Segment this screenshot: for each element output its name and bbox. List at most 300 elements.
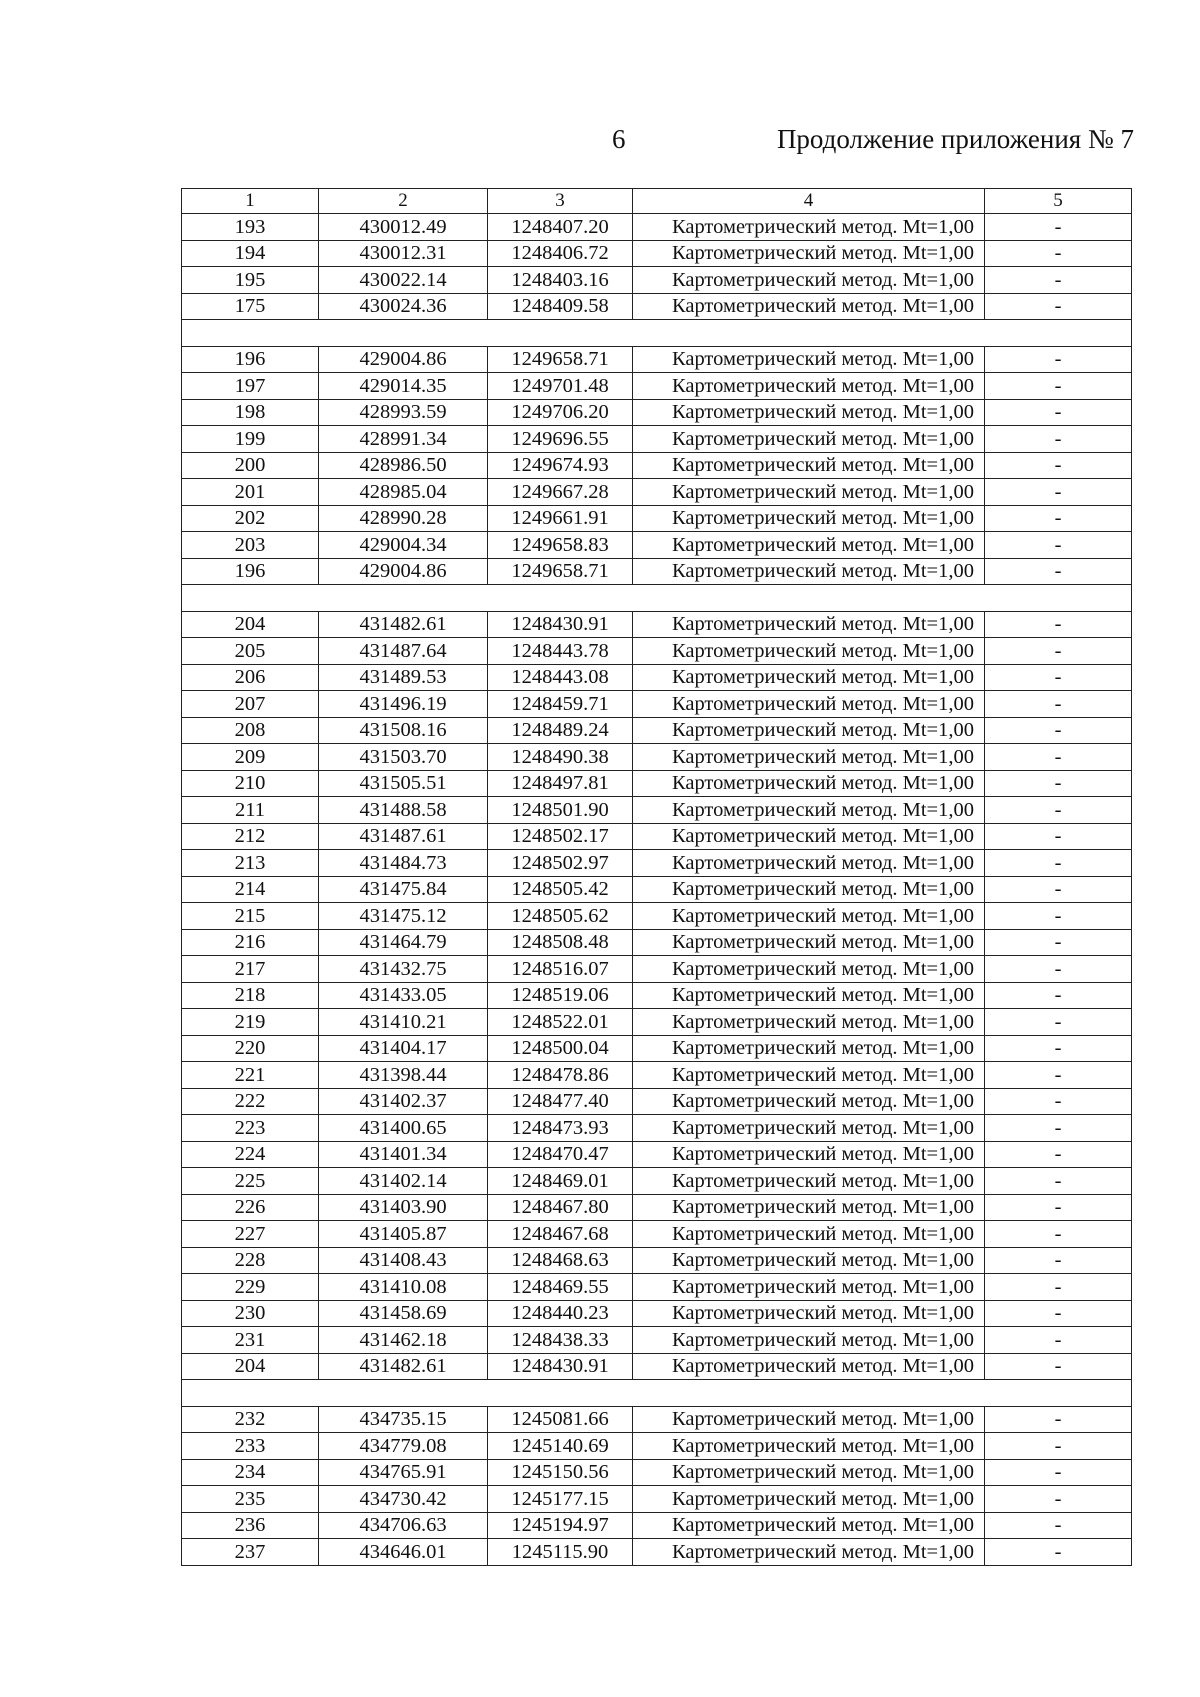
y-coordinate-cell: 1248505.42 — [488, 876, 633, 903]
y-coordinate-cell: 1248407.20 — [488, 214, 633, 241]
method-cell: Картометрический метод. Mt=1,00 — [633, 1221, 985, 1248]
method-cell: Картометрический метод. Mt=1,00 — [633, 1194, 985, 1221]
method-cell: Картометрический метод. Mt=1,00 — [633, 267, 985, 294]
x-coordinate-cell: 431508.16 — [319, 717, 488, 744]
y-coordinate-cell: 1245115.90 — [488, 1539, 633, 1566]
table-row — [182, 267, 1132, 294]
error-cell: - — [985, 373, 1132, 400]
error-cell: - — [985, 903, 1132, 930]
y-coordinate-cell: 1248470.47 — [488, 1141, 633, 1168]
y-coordinate-cell: 1248502.17 — [488, 823, 633, 850]
y-coordinate-cell: 1245140.69 — [488, 1433, 633, 1460]
method-cell: Картометрический метод. Mt=1,00 — [633, 214, 985, 241]
point-number-cell: 204 — [182, 1353, 319, 1380]
point-number-cell: 222 — [182, 1088, 319, 1115]
x-coordinate-cell: 431484.73 — [319, 850, 488, 877]
y-coordinate-cell: 1248502.97 — [488, 850, 633, 877]
point-number-cell: 220 — [182, 1035, 319, 1062]
point-number-cell: 205 — [182, 638, 319, 665]
error-cell: - — [985, 479, 1132, 506]
table-row — [182, 346, 1132, 373]
method-cell: Картометрический метод. Mt=1,00 — [633, 373, 985, 400]
method-cell: Картометрический метод. Mt=1,00 — [633, 1274, 985, 1301]
y-coordinate-cell: 1248459.71 — [488, 691, 633, 718]
error-cell: - — [985, 1300, 1132, 1327]
point-number-cell: 202 — [182, 505, 319, 532]
method-cell: Картометрический метод. Mt=1,00 — [633, 1247, 985, 1274]
table-row — [182, 1512, 1132, 1539]
error-cell: - — [985, 850, 1132, 877]
x-coordinate-cell: 428986.50 — [319, 452, 488, 479]
group-separator-row — [182, 1380, 1132, 1407]
method-cell: Картометрический метод. Mt=1,00 — [633, 956, 985, 983]
y-coordinate-cell: 1248403.16 — [488, 267, 633, 294]
point-number-cell: 203 — [182, 532, 319, 559]
x-coordinate-cell: 431489.53 — [319, 664, 488, 691]
point-number-cell: 196 — [182, 346, 319, 373]
group-separator-row — [182, 320, 1132, 347]
method-cell: Картометрический метод. Mt=1,00 — [633, 1327, 985, 1354]
method-cell: Картометрический метод. Mt=1,00 — [633, 638, 985, 665]
point-number-cell: 236 — [182, 1512, 319, 1539]
y-coordinate-cell: 1245177.15 — [488, 1486, 633, 1513]
y-coordinate-cell: 1248467.80 — [488, 1194, 633, 1221]
error-cell: - — [985, 1062, 1132, 1089]
error-cell: - — [985, 1433, 1132, 1460]
method-cell: Картометрический метод. Mt=1,00 — [633, 664, 985, 691]
method-cell: Картометрический метод. Mt=1,00 — [633, 479, 985, 506]
x-coordinate-cell: 430012.49 — [319, 214, 488, 241]
table-row — [182, 717, 1132, 744]
x-coordinate-cell: 434730.42 — [319, 1486, 488, 1513]
table-row — [182, 664, 1132, 691]
x-coordinate-cell: 431433.05 — [319, 982, 488, 1009]
table-row — [182, 1247, 1132, 1274]
y-coordinate-cell: 1248443.78 — [488, 638, 633, 665]
y-coordinate-cell: 1248430.91 — [488, 1353, 633, 1380]
table-row — [182, 770, 1132, 797]
table-row — [182, 1486, 1132, 1513]
method-cell: Картометрический метод. Mt=1,00 — [633, 293, 985, 320]
x-coordinate-cell: 431464.79 — [319, 929, 488, 956]
table-row — [182, 1194, 1132, 1221]
y-coordinate-cell: 1248497.81 — [488, 770, 633, 797]
column-header: 1 — [182, 189, 319, 214]
point-number-cell: 216 — [182, 929, 319, 956]
point-number-cell: 209 — [182, 744, 319, 771]
method-cell: Картометрический метод. Mt=1,00 — [633, 399, 985, 426]
y-coordinate-cell: 1249658.71 — [488, 346, 633, 373]
method-cell: Картометрический метод. Mt=1,00 — [633, 903, 985, 930]
x-coordinate-cell: 434706.63 — [319, 1512, 488, 1539]
table-row — [182, 1327, 1132, 1354]
error-cell: - — [985, 1088, 1132, 1115]
point-number-cell: 229 — [182, 1274, 319, 1301]
y-coordinate-cell: 1249658.83 — [488, 532, 633, 559]
separator-cell — [182, 320, 1132, 347]
point-number-cell: 226 — [182, 1194, 319, 1221]
x-coordinate-cell: 431458.69 — [319, 1300, 488, 1327]
y-coordinate-cell: 1245150.56 — [488, 1459, 633, 1486]
point-number-cell: 218 — [182, 982, 319, 1009]
x-coordinate-cell: 431401.34 — [319, 1141, 488, 1168]
error-cell: - — [985, 1459, 1132, 1486]
error-cell: - — [985, 770, 1132, 797]
error-cell: - — [985, 293, 1132, 320]
error-cell: - — [985, 1274, 1132, 1301]
page-number: 6 — [612, 124, 626, 154]
point-number-cell: 201 — [182, 479, 319, 506]
point-number-cell: 196 — [182, 558, 319, 585]
point-number-cell: 221 — [182, 1062, 319, 1089]
table-row — [182, 293, 1132, 320]
separator-cell — [182, 1380, 1132, 1407]
point-number-cell: 199 — [182, 426, 319, 453]
table-row — [182, 1062, 1132, 1089]
y-coordinate-cell: 1249696.55 — [488, 426, 633, 453]
table-row — [182, 1353, 1132, 1380]
table-row — [182, 876, 1132, 903]
coordinates-table — [181, 188, 1132, 1566]
x-coordinate-cell: 430022.14 — [319, 267, 488, 294]
method-cell: Картометрический метод. Mt=1,00 — [633, 717, 985, 744]
point-number-cell: 213 — [182, 850, 319, 877]
table-row — [182, 823, 1132, 850]
table-row — [182, 426, 1132, 453]
method-cell: Картометрический метод. Mt=1,00 — [633, 691, 985, 718]
method-cell: Картометрический метод. Mt=1,00 — [633, 1088, 985, 1115]
x-coordinate-cell: 428993.59 — [319, 399, 488, 426]
y-coordinate-cell: 1248490.38 — [488, 744, 633, 771]
point-number-cell: 200 — [182, 452, 319, 479]
method-cell: Картометрический метод. Mt=1,00 — [633, 1486, 985, 1513]
point-number-cell: 207 — [182, 691, 319, 718]
method-cell: Картометрический метод. Mt=1,00 — [633, 876, 985, 903]
table-row — [182, 479, 1132, 506]
point-number-cell: 232 — [182, 1406, 319, 1433]
x-coordinate-cell: 431432.75 — [319, 956, 488, 983]
method-cell: Картометрический метод. Mt=1,00 — [633, 1141, 985, 1168]
error-cell: - — [985, 505, 1132, 532]
y-coordinate-cell: 1248505.62 — [488, 903, 633, 930]
y-coordinate-cell: 1248469.01 — [488, 1168, 633, 1195]
table-row — [182, 903, 1132, 930]
y-coordinate-cell: 1248409.58 — [488, 293, 633, 320]
table-row — [182, 505, 1132, 532]
point-number-cell: 217 — [182, 956, 319, 983]
x-coordinate-cell: 431487.61 — [319, 823, 488, 850]
y-coordinate-cell: 1248440.23 — [488, 1300, 633, 1327]
error-cell: - — [985, 1512, 1132, 1539]
error-cell: - — [985, 982, 1132, 1009]
x-coordinate-cell: 431482.61 — [319, 611, 488, 638]
table-row — [182, 399, 1132, 426]
y-coordinate-cell: 1248467.68 — [488, 1221, 633, 1248]
table-header-row — [182, 189, 1132, 214]
point-number-cell: 233 — [182, 1433, 319, 1460]
error-cell: - — [985, 876, 1132, 903]
method-cell: Картометрический метод. Mt=1,00 — [633, 797, 985, 824]
table-row — [182, 1300, 1132, 1327]
method-cell: Картометрический метод. Mt=1,00 — [633, 1353, 985, 1380]
x-coordinate-cell: 429004.86 — [319, 346, 488, 373]
method-cell: Картометрический метод. Mt=1,00 — [633, 850, 985, 877]
separator-cell — [182, 585, 1132, 612]
column-header: 3 — [488, 189, 633, 214]
x-coordinate-cell: 434735.15 — [319, 1406, 488, 1433]
table-row — [182, 1009, 1132, 1036]
method-cell: Картометрический метод. Mt=1,00 — [633, 1035, 985, 1062]
x-coordinate-cell: 429004.86 — [319, 558, 488, 585]
table-row — [182, 532, 1132, 559]
method-cell: Картометрический метод. Mt=1,00 — [633, 744, 985, 771]
x-coordinate-cell: 431400.65 — [319, 1115, 488, 1142]
error-cell: - — [985, 823, 1132, 850]
point-number-cell: 197 — [182, 373, 319, 400]
method-cell: Картометрический метод. Mt=1,00 — [633, 505, 985, 532]
error-cell: - — [985, 1353, 1132, 1380]
x-coordinate-cell: 431405.87 — [319, 1221, 488, 1248]
error-cell: - — [985, 240, 1132, 267]
point-number-cell: 231 — [182, 1327, 319, 1354]
y-coordinate-cell: 1248443.08 — [488, 664, 633, 691]
column-header: 2 — [319, 189, 488, 214]
method-cell: Картометрический метод. Mt=1,00 — [633, 452, 985, 479]
error-cell: - — [985, 691, 1132, 718]
table-row — [182, 929, 1132, 956]
point-number-cell: 235 — [182, 1486, 319, 1513]
method-cell: Картометрический метод. Mt=1,00 — [633, 611, 985, 638]
error-cell: - — [985, 214, 1132, 241]
table-row — [182, 1459, 1132, 1486]
column-header: 5 — [985, 189, 1132, 214]
group-separator-row — [182, 585, 1132, 612]
method-cell: Картометрический метод. Mt=1,00 — [633, 982, 985, 1009]
point-number-cell: 225 — [182, 1168, 319, 1195]
x-coordinate-cell: 434779.08 — [319, 1433, 488, 1460]
point-number-cell: 195 — [182, 267, 319, 294]
x-coordinate-cell: 431403.90 — [319, 1194, 488, 1221]
point-number-cell: 223 — [182, 1115, 319, 1142]
error-cell: - — [985, 1221, 1132, 1248]
y-coordinate-cell: 1245081.66 — [488, 1406, 633, 1433]
table-row — [182, 1221, 1132, 1248]
error-cell: - — [985, 1035, 1132, 1062]
method-cell: Картометрический метод. Mt=1,00 — [633, 1406, 985, 1433]
x-coordinate-cell: 431475.12 — [319, 903, 488, 930]
method-cell: Картометрический метод. Mt=1,00 — [633, 346, 985, 373]
y-coordinate-cell: 1248508.48 — [488, 929, 633, 956]
table-row — [182, 1088, 1132, 1115]
method-cell: Картометрический метод. Mt=1,00 — [633, 240, 985, 267]
y-coordinate-cell: 1249658.71 — [488, 558, 633, 585]
point-number-cell: 224 — [182, 1141, 319, 1168]
error-cell: - — [985, 1009, 1132, 1036]
y-coordinate-cell: 1249667.28 — [488, 479, 633, 506]
y-coordinate-cell: 1248406.72 — [488, 240, 633, 267]
point-number-cell: 208 — [182, 717, 319, 744]
error-cell: - — [985, 1486, 1132, 1513]
table-row — [182, 1539, 1132, 1566]
point-number-cell: 227 — [182, 1221, 319, 1248]
error-cell: - — [985, 1168, 1132, 1195]
method-cell: Картометрический метод. Mt=1,00 — [633, 532, 985, 559]
table-body — [182, 214, 1132, 1566]
x-coordinate-cell: 431402.14 — [319, 1168, 488, 1195]
error-cell: - — [985, 452, 1132, 479]
y-coordinate-cell: 1245194.97 — [488, 1512, 633, 1539]
method-cell: Картометрический метод. Mt=1,00 — [633, 426, 985, 453]
point-number-cell: 228 — [182, 1247, 319, 1274]
error-cell: - — [985, 426, 1132, 453]
method-cell: Картометрический метод. Mt=1,00 — [633, 929, 985, 956]
point-number-cell: 214 — [182, 876, 319, 903]
point-number-cell: 212 — [182, 823, 319, 850]
x-coordinate-cell: 431398.44 — [319, 1062, 488, 1089]
x-coordinate-cell: 430012.31 — [319, 240, 488, 267]
error-cell: - — [985, 956, 1132, 983]
error-cell: - — [985, 717, 1132, 744]
table-row — [182, 744, 1132, 771]
error-cell: - — [985, 1115, 1132, 1142]
table-row — [182, 691, 1132, 718]
method-cell: Картометрический метод. Mt=1,00 — [633, 1433, 985, 1460]
method-cell: Картометрический метод. Mt=1,00 — [633, 1009, 985, 1036]
x-coordinate-cell: 430024.36 — [319, 293, 488, 320]
table-row — [182, 1274, 1132, 1301]
point-number-cell: 204 — [182, 611, 319, 638]
point-number-cell: 194 — [182, 240, 319, 267]
x-coordinate-cell: 431410.08 — [319, 1274, 488, 1301]
error-cell: - — [985, 267, 1132, 294]
method-cell: Картометрический метод. Mt=1,00 — [633, 1300, 985, 1327]
error-cell: - — [985, 638, 1132, 665]
x-coordinate-cell: 431402.37 — [319, 1088, 488, 1115]
point-number-cell: 234 — [182, 1459, 319, 1486]
y-coordinate-cell: 1248468.63 — [488, 1247, 633, 1274]
x-coordinate-cell: 431408.43 — [319, 1247, 488, 1274]
table-row — [182, 1141, 1132, 1168]
table-row — [182, 1406, 1132, 1433]
table-row — [182, 956, 1132, 983]
y-coordinate-cell: 1248478.86 — [488, 1062, 633, 1089]
error-cell: - — [985, 929, 1132, 956]
error-cell: - — [985, 399, 1132, 426]
point-number-cell: 206 — [182, 664, 319, 691]
error-cell: - — [985, 664, 1132, 691]
method-cell: Картометрический метод. Mt=1,00 — [633, 1539, 985, 1566]
table-row — [182, 1035, 1132, 1062]
y-coordinate-cell: 1248489.24 — [488, 717, 633, 744]
table-row — [182, 558, 1132, 585]
x-coordinate-cell: 434765.91 — [319, 1459, 488, 1486]
point-number-cell: 219 — [182, 1009, 319, 1036]
method-cell: Картометрический метод. Mt=1,00 — [633, 1062, 985, 1089]
table-row — [182, 850, 1132, 877]
y-coordinate-cell: 1249661.91 — [488, 505, 633, 532]
error-cell: - — [985, 558, 1132, 585]
x-coordinate-cell: 431482.61 — [319, 1353, 488, 1380]
x-coordinate-cell: 428985.04 — [319, 479, 488, 506]
table-row — [182, 373, 1132, 400]
method-cell: Картометрический метод. Mt=1,00 — [633, 823, 985, 850]
table-row — [182, 1115, 1132, 1142]
y-coordinate-cell: 1248477.40 — [488, 1088, 633, 1115]
x-coordinate-cell: 431505.51 — [319, 770, 488, 797]
y-coordinate-cell: 1248516.07 — [488, 956, 633, 983]
table-row — [182, 452, 1132, 479]
point-number-cell: 210 — [182, 770, 319, 797]
page-title: Продолжение приложения № 7 — [776, 124, 1134, 154]
method-cell: Картометрический метод. Mt=1,00 — [633, 770, 985, 797]
x-coordinate-cell: 431462.18 — [319, 1327, 488, 1354]
x-coordinate-cell: 431496.19 — [319, 691, 488, 718]
method-cell: Картометрический метод. Mt=1,00 — [633, 1168, 985, 1195]
point-number-cell: 230 — [182, 1300, 319, 1327]
table-row — [182, 638, 1132, 665]
point-number-cell: 237 — [182, 1539, 319, 1566]
y-coordinate-cell: 1248519.06 — [488, 982, 633, 1009]
error-cell: - — [985, 1406, 1132, 1433]
x-coordinate-cell: 434646.01 — [319, 1539, 488, 1566]
y-coordinate-cell: 1249674.93 — [488, 452, 633, 479]
error-cell: - — [985, 532, 1132, 559]
error-cell: - — [985, 346, 1132, 373]
error-cell: - — [985, 1247, 1132, 1274]
y-coordinate-cell: 1248501.90 — [488, 797, 633, 824]
method-cell: Картометрический метод. Mt=1,00 — [633, 1512, 985, 1539]
error-cell: - — [985, 611, 1132, 638]
point-number-cell: 211 — [182, 797, 319, 824]
column-header: 4 — [633, 189, 985, 214]
x-coordinate-cell: 431488.58 — [319, 797, 488, 824]
x-coordinate-cell: 428991.34 — [319, 426, 488, 453]
y-coordinate-cell: 1248500.04 — [488, 1035, 633, 1062]
table-row — [182, 1168, 1132, 1195]
method-cell: Картометрический метод. Mt=1,00 — [633, 558, 985, 585]
table-row — [182, 1433, 1132, 1460]
point-number-cell: 175 — [182, 293, 319, 320]
error-cell: - — [985, 1327, 1132, 1354]
x-coordinate-cell: 431410.21 — [319, 1009, 488, 1036]
error-cell: - — [985, 744, 1132, 771]
table-row — [182, 611, 1132, 638]
x-coordinate-cell: 429014.35 — [319, 373, 488, 400]
method-cell: Картометрический метод. Mt=1,00 — [633, 1459, 985, 1486]
y-coordinate-cell: 1249706.20 — [488, 399, 633, 426]
table-row — [182, 797, 1132, 824]
x-coordinate-cell: 431503.70 — [319, 744, 488, 771]
y-coordinate-cell: 1248469.55 — [488, 1274, 633, 1301]
error-cell: - — [985, 1141, 1132, 1168]
x-coordinate-cell: 431404.17 — [319, 1035, 488, 1062]
y-coordinate-cell: 1248522.01 — [488, 1009, 633, 1036]
y-coordinate-cell: 1248473.93 — [488, 1115, 633, 1142]
point-number-cell: 198 — [182, 399, 319, 426]
x-coordinate-cell: 429004.34 — [319, 532, 488, 559]
table-row — [182, 240, 1132, 267]
table-row — [182, 982, 1132, 1009]
point-number-cell: 193 — [182, 214, 319, 241]
y-coordinate-cell: 1249701.48 — [488, 373, 633, 400]
x-coordinate-cell: 431475.84 — [319, 876, 488, 903]
x-coordinate-cell: 428990.28 — [319, 505, 488, 532]
table-row — [182, 214, 1132, 241]
error-cell: - — [985, 1194, 1132, 1221]
y-coordinate-cell: 1248438.33 — [488, 1327, 633, 1354]
error-cell: - — [985, 1539, 1132, 1566]
method-cell: Картометрический метод. Mt=1,00 — [633, 1115, 985, 1142]
